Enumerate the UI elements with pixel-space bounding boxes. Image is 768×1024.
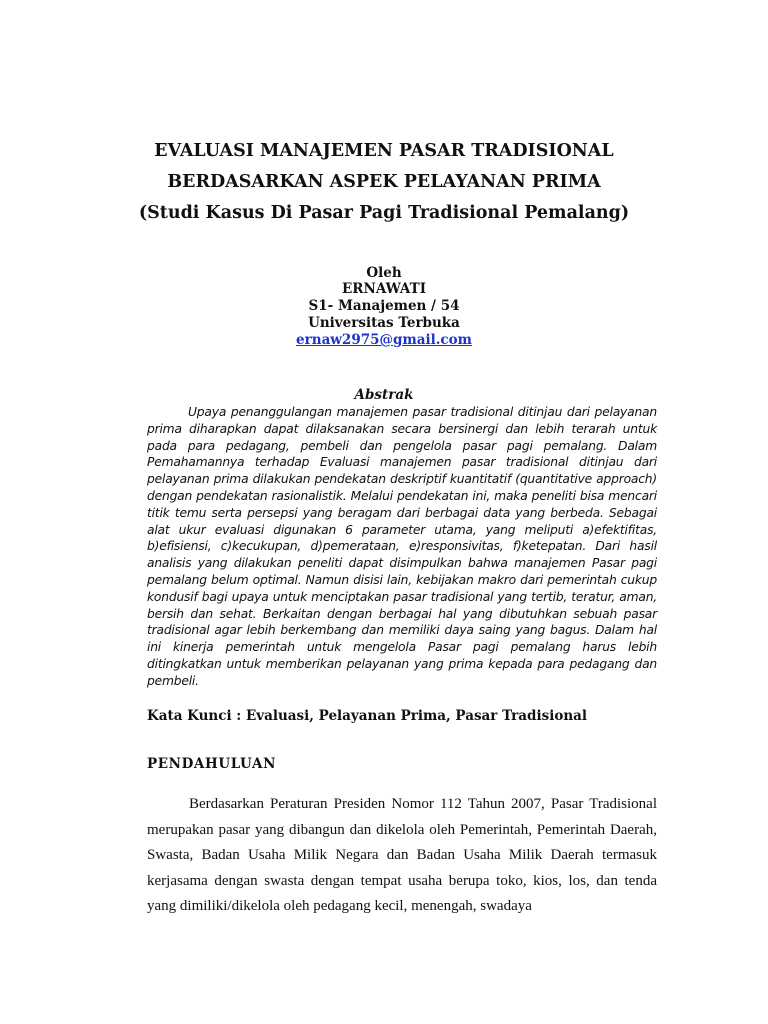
title-subtitle: (Studi Kasus Di Pasar Pagi Tradisional Pemalang) (138, 203, 630, 223)
abstract-heading: Abstrak (354, 387, 414, 403)
title-line-1: EVALUASI MANAJEMEN PASAR TRADISIONAL (154, 141, 614, 161)
author-by: Oleh (366, 265, 402, 281)
author-email-line (0, 331, 768, 349)
title-line-2: BERDASARKAN ASPEK PELAYANAN PRIMA (167, 172, 601, 192)
author-email-link[interactable]: ernaw2975@gmail.com (296, 332, 472, 348)
author-name: ERNAWATI (341, 281, 427, 297)
abstract-text: Upaya penanggulangan manajemen pasar tradisional ditinjau dari pelayanan prima diharapkan dapat dilaksanakan secara bersinergi dan lebih terarah untuk pada para pedagang, pembeli dan pengelola pasar pagi pemalang. Dalam Pemahamannya terhadap Evaluasi manajemen pasar tradisional ditinjau dari pelayanan prima dilakukan pendekatan deskriptif kuantitatif (quantitative approach) dengan pendekatan rasionalistik. Melalui pendekatan ini, maka peneliti bisa mencari titik temu serta persepsi yang beragam dari berbagai data yang berbeda. Sebagai alat ukur evaluasi digunakan 6 parameter utama, yang meliputi a)efektifitas, b)efisiensi, c)kecukupan, d)pemerataan, e)responsivitas, f)ketepatan. Dari hasil analisis yang dilakukan peneliti dapat disimpulkan bahwa manajemen Pasar pagi pemalang belum optimal. Namun disisi lain, kebijakan makro dari pemerintah cukup kondusif bagi upaya untuk menciptakan pasar tradisional yang tertib, teratur, aman, bersih dan sehat. Berkaitan dengan berbagai hal yang dibutuhkan sebuah pasar tradisional agar lebih berkembang dan memiliki daya saing yang bagus. Dalam hal ini kinerja pemerintah untuk mengelola Pasar pagi pemalang harus lebih ditingkatkan untuk memberikan pelayanan yang prima kepada para pedagang dan pembeli. (147, 405, 657, 688)
author-program: S1- Manajemen / 54 (308, 298, 460, 314)
author-university: Universitas Terbuka (308, 315, 460, 331)
keywords: Kata Kunci : Evaluasi, Pelayanan Prima, Pasar Tradisional (147, 708, 588, 724)
section-paragraph: Berdasarkan Peraturan Presiden Nomor 112 Tahun 2007, Pasar Tradisional merupakan pasar yang dibangun dan dikelola oleh Pemerintah, Pemerintah Daerah, Swasta, Badan Usaha Milik Negara dan Badan Usaha Milik Daerah termasuk kerjasama dengan swasta dengan tempat usaha berupa toko, kios, los, dan tenda yang dimiliki/dikelola oleh pedagang kecil, menengah, swadaya (147, 796, 657, 914)
section-heading: PENDAHULUAN (147, 756, 277, 772)
